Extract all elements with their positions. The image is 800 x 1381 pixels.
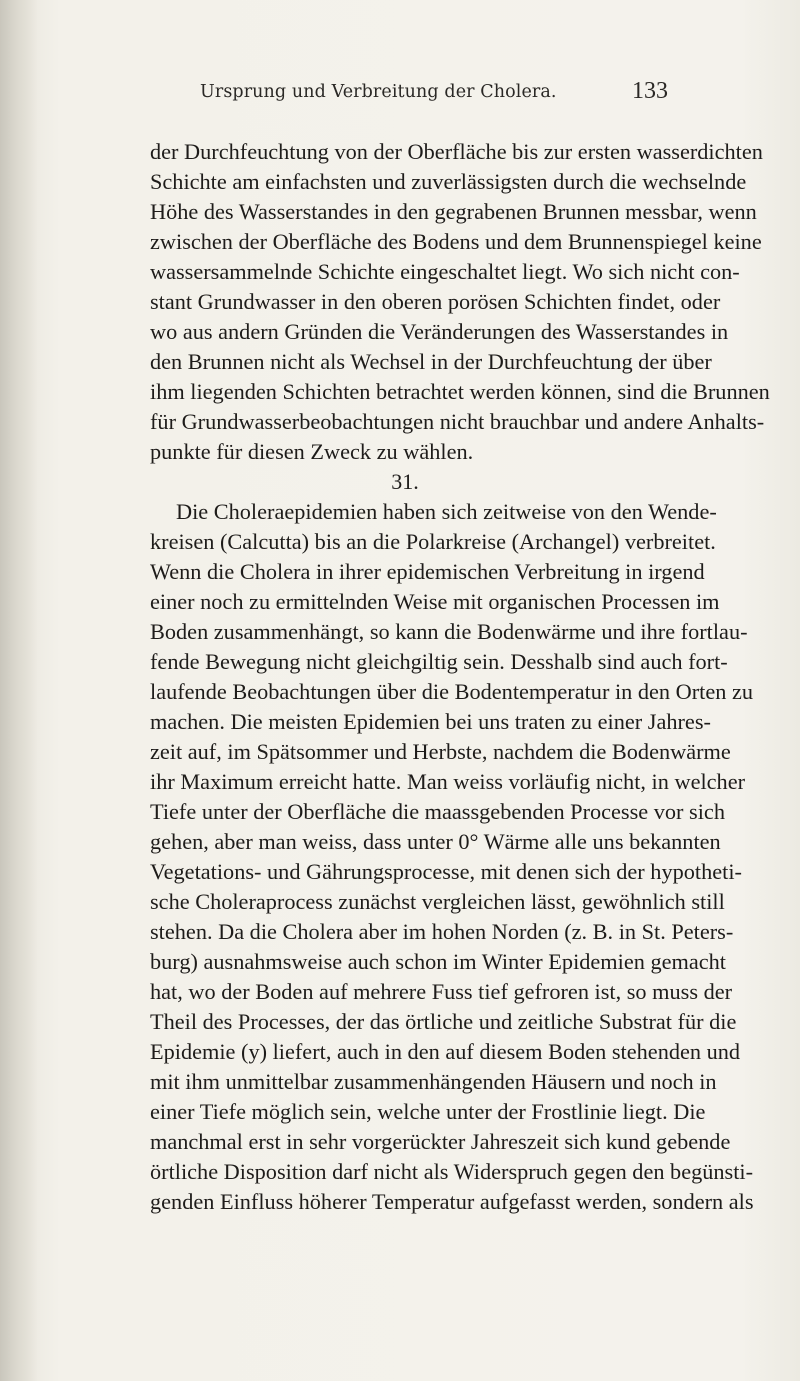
text-line: wassersammelnde Schichte eingeschaltet liegt. Wo sich nicht con- [150,259,740,284]
text-line: Vegetations- und Gährungsprocesse, mit denen sich der hypotheti- [150,859,742,884]
text-line: stehen. Da die Cholera aber im hohen Norden (z. B. in St. Peters- [150,919,734,944]
text-line: für Grundwasserbeobachtungen nicht brauchbar und andere Anhalts- [150,409,765,434]
text-line: Höhe des Wasserstandes in den gegrabenen Brunnen messbar, wenn [150,199,757,224]
text-line: ihm liegenden Schichten betrachtet werden können, sind die Brunnen [150,379,770,404]
text-line: Die Choleraepidemien haben sich zeitweise von den Wende- [176,499,717,524]
page-number: 133 [632,78,668,104]
text-line: zwischen der Oberfläche des Bodens und dem Brunnenspiegel keine [150,229,762,254]
text-line: burg) ausnahmsweise auch schon im Winter Epidemien gemacht [150,949,726,974]
text-line: mit ihm unmittelbar zusammenhängenden Häusern und noch in [150,1069,717,1094]
text-line: ihr Maximum erreicht hatte. Man weiss vorläufig nicht, in welcher [150,769,746,794]
running-header [0,78,800,112]
text-line: Epidemie (y) liefert, auch in den auf diesem Boden stehenden und [150,1039,741,1064]
text-line: Wenn die Cholera in ihrer epidemischen Verbreitung in irgend [150,559,705,584]
text-line: laufende Beobachtungen über die Bodentemperatur in den Orten zu [150,679,754,704]
text-line: Tiefe unter der Oberfläche die maassgebenden Processe vor sich [150,799,725,824]
text-line: einer noch zu ermittelnden Weise mit organischen Processen im [150,589,720,614]
text-line: machen. Die meisten Epidemien bei uns traten zu einer Jahres- [150,709,711,734]
text-line: Schichte am einfachsten und zuverlässigsten durch die wechselnde [150,169,747,194]
text-line: einer Tiefe möglich sein, welche unter der Frostlinie liegt. Die [150,1099,706,1124]
section-number: 31. [391,469,419,494]
running-title: Ursprung und Verbreitung der Cholera. [200,82,557,102]
text-line: fende Bewegung nicht gleichgiltig sein. Desshalb sind auch fort- [150,649,728,674]
text-line: kreisen (Calcutta) bis an die Polarkreise (Archangel) verbreitet. [150,529,716,554]
text-line: sche Choleraprocess zunächst vergleichen lässt, gewöhnlich still [150,889,725,914]
text-line: stant Grundwasser in den oberen porösen Schichten findet, oder [150,289,721,314]
text-line: Theil des Processes, der das örtliche und zeitliche Substrat für die [150,1009,737,1034]
text-line: manchmal erst in sehr vorgerückter Jahreszeit sich kund gebende [150,1129,731,1154]
text-line: punkte für diesen Zweck zu wählen. [150,439,474,464]
text-line: der Durchfeuchtung von der Oberfläche bis zur ersten wasserdichten [150,139,763,164]
text-line: wo aus andern Gründen die Veränderungen des Wasserstandes in [150,319,729,344]
text-line: genden Einfluss höherer Temperatur aufgefasst werden, sondern als [150,1189,754,1214]
text-line: den Brunnen nicht als Wechsel in der Durchfeuchtung der über [150,349,712,374]
page-binding-shadow [0,0,38,1381]
text-line: Boden zusammenhängt, so kann die Bodenwärme und ihre fortlau- [150,619,748,644]
text-line: zeit auf, im Spätsommer und Herbste, nachdem die Bodenwärme [150,739,731,764]
text-line: gehen, aber man weiss, dass unter 0° Wärme alle uns bekannten [150,829,721,854]
text-line: örtliche Disposition darf nicht als Widerspruch gegen den begünsti- [150,1159,754,1184]
text-line: hat, wo der Boden auf mehrere Fuss tief gefroren ist, so muss der [150,979,733,1004]
